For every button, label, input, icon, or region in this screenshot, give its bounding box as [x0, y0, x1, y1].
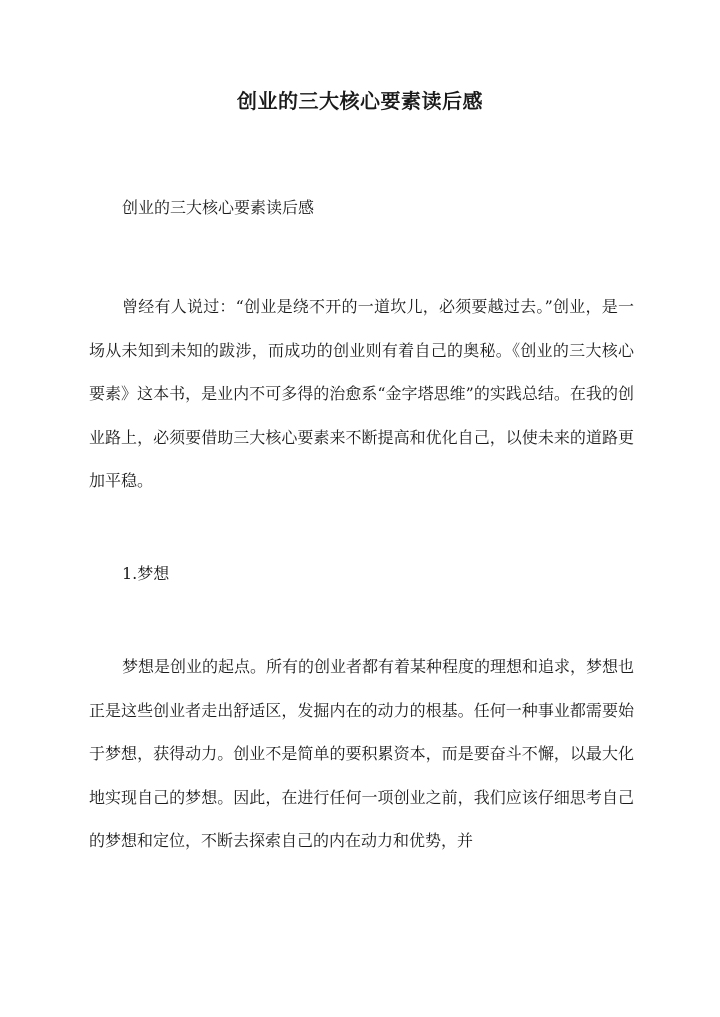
document-subtitle: 创业的三大核心要素读后感 [122, 198, 315, 217]
paragraph-intro: 曾经有人说过：“创业是绕不开的一道坎儿，必须要越过去。”创业，是一场从未知到未知的跋涉，而成功的创业则有着自己的奥秘。《创业的三大核心要素》这本书，是业内不可多得的治愈系“金字塔思维”的实践总结。在我的创业路上，必须要借助三大核心要素来不断提高和优化自己，以使未来的道路更加平稳。 [89, 297, 634, 491]
document-title: 创业的三大核心要素读后感 [237, 89, 483, 113]
paragraph-dream: 梦想是创业的起点。所有的创业者都有着某种程度的理想和追求，梦想也正是这些创业者走出舒适区，发掘内在的动力的根基。任何一种事业都需要始于梦想，获得动力。创业不是简单的要积累资本，而是要奋斗不懈，以最大化地实现自己的梦想。因此，在进行任何一项创业之前，我们应该仔细思考自己的梦想和定位，不断去探索自己的内在动力和优势，并 [89, 657, 635, 851]
section-heading-dream: 1.梦想 [122, 564, 170, 583]
